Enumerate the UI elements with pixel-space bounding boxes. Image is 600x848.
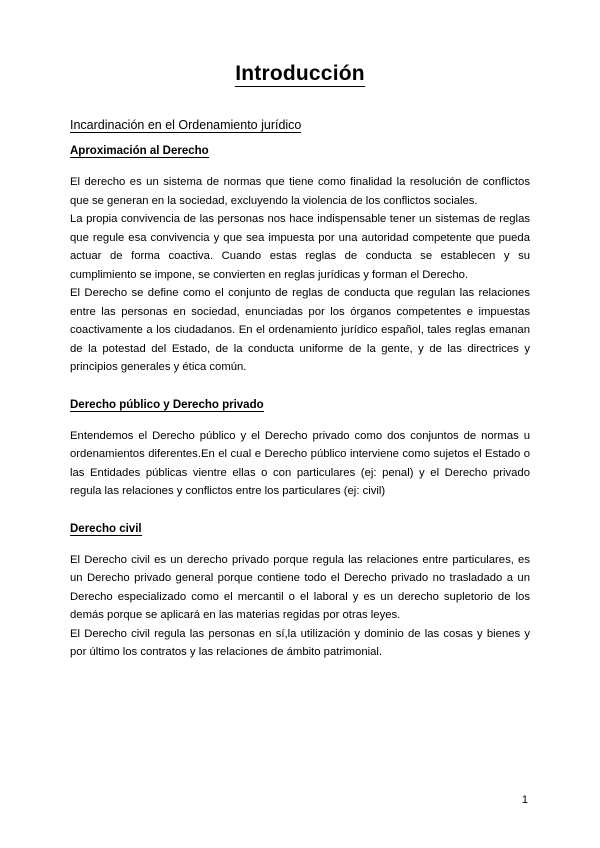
page-title-text: Introducción	[235, 62, 365, 85]
paragraph: El Derecho civil regula las personas en sí,la utilización y dominio de las cosas y bienes y por último los contratos y las relaciones de ámbito patrimonial.	[70, 627, 530, 658]
paragraph: El derecho es un sistema de normas que tiene como finalidad la resolución de conflictos que se generan en la sociedad, excluyendo la violencia de los conflictos sociales.	[70, 176, 530, 207]
subsection-heading-derecho-civil	[70, 523, 530, 535]
subsection-heading-text: Derecho civil	[70, 522, 142, 535]
section-heading	[70, 118, 530, 132]
subsection-heading-text: Derecho público y Derecho privado	[70, 398, 264, 411]
section-heading-text: Incardinación en el Ordenamiento jurídico	[70, 118, 302, 132]
page-title	[70, 62, 530, 86]
document-content	[70, 62, 530, 682]
subsection-heading-derecho-publico-y-derecho-privado	[70, 399, 530, 411]
paragraph: El Derecho civil es un derecho privado porque regula las relaciones entre particulares, es un Derecho privado general porque contiene todo el Derecho privado no trasladado a un Derecho especializado como el mercantil o el laboral y es un derecho supletorio de los demás porque se aplicará en las materias regidas por otras leyes.	[70, 553, 530, 621]
subsection-body-aproximacion-al-derecho	[70, 173, 530, 377]
paragraph: El Derecho se define como el conjunto de reglas de conducta que regulan las relaciones entre las personas en sociedad, enunciadas por los órganos competentes e impuestas coactivamente a los ciudadanos. En el ordenamiento jurídico español, tales reglas emanan de la potestad del Estado, de la conducta uniforme de la gente, y de las directrices y principios generales y ética común.	[70, 287, 530, 373]
subsection-body-derecho-civil	[70, 551, 530, 662]
paragraph: La propia convivencia de las personas nos hace indispensable tener un sistemas de reglas que regule esa convivencia y que sea impuesta por una autoridad competente que pueda actuar de forma coactiva. Cuando estas reglas de conducta se establecen y su cumplimiento se impone, se convierten en reglas jurídicas y forman el Derecho.	[70, 213, 530, 281]
page-number: 1	[521, 794, 528, 806]
paragraph: Entendemos el Derecho público y el Derecho privado como dos conjuntos de normas u ordenamientos diferentes.En el cual e Derecho público interviene como sujetos el Estado o las Entidades públicas vientre ellas o con particulares (ej: penal) y el Derecho privado regula las relaciones y conflictos entre los particulares (ej: civil)	[70, 429, 530, 497]
subsection-body-derecho-publico-y-derecho-privado	[70, 427, 530, 501]
subsection-heading-aproximacion-al-derecho	[70, 145, 530, 157]
subsection-heading-text: Aproximación al Derecho	[70, 145, 209, 157]
